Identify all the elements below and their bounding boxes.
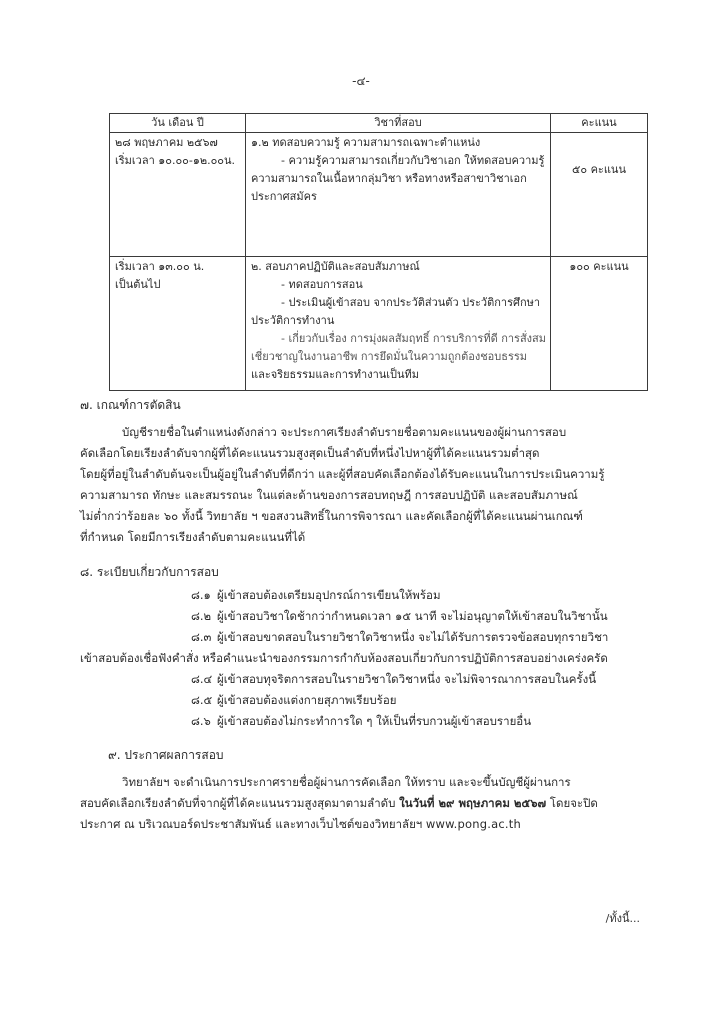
row1-date — [110, 133, 246, 257]
paragraph-line: ที่กำหนด โดยมีการเรียงลำดับตามคะแนนที่ได้ — [80, 530, 306, 544]
item-text: ผู้เข้าสอบต้องไม่กระทำการใด ๆ ให้เป็นที่รบกวนผู้เข้าสอบรายอื่น — [217, 714, 532, 728]
section-regulations — [80, 562, 640, 732]
paragraph-line: โดยผู้ที่อยู่ในลำดับต้นจะเป็นผู้อยู่ในลำดับที่ดีกว่า และผู้ที่สอบคัดเลือกต้องได้รับคะแนนในการประเมินความรู้ — [80, 467, 605, 481]
criteria-paragraph — [80, 422, 640, 548]
paragraph-line: บัญชีรายชื่อในตำแหน่งดังกล่าว จะประกาศเรียงลำดับรายชื่อตามคะแนนของผู้ผ่านการสอบ — [122, 425, 567, 439]
item-number: ๘.๓ — [191, 630, 212, 644]
row2-subject-line: - เกี่ยวกับเรื่อง การมุ่งผลสัมฤทธิ์ การบริการที่ดี การสั่งสม — [281, 332, 546, 345]
section-criteria — [80, 395, 640, 548]
row2-time-line: เริ่มเวลา ๑๓.๐๐ น. — [115, 260, 205, 273]
row2-time-line: เป็นต้นไป — [115, 278, 161, 291]
row2-subject-line: - ประเมินผู้เข้าสอบ จากประวัติส่วนตัว ประวัติการศึกษา — [281, 296, 541, 309]
item-text: ผู้เข้าสอบขาดสอบในรายวิชาใดวิชาหนึ่ง จะไม่ได้รับการตรวจข้อสอบทุกรายวิชา — [217, 630, 609, 644]
text-span: ประกาศ ณ บริเวณบอร์ดประชาสัมพันธ์ และทางเว็บไซต์ของวิทยาลัยฯ — [80, 817, 426, 831]
website-link[interactable]: www.pong.ac.th — [425, 817, 521, 831]
paragraph-line — [80, 793, 640, 814]
announcement-date: ในวันที่ ๒๙ พฤษภาคม ๒๕๖๗ — [399, 796, 547, 810]
row1-subject-line: ประกาศสมัคร — [251, 190, 317, 203]
row1-subject-line: ความสามารถในเนื้อหากลุ่มวิชา หรือทางหรือสาขาวิชาเอก — [251, 172, 527, 185]
row2-subject-title: ๒. สอบภาคปฏิบัติและสอบสัมภาษณ์ — [251, 260, 420, 273]
list-item — [80, 669, 640, 690]
list-item — [80, 711, 640, 732]
paragraph-line: วิทยาลัยฯ จะดำเนินการประกาศรายชื่อผู้ผ่านการคัดเลือก ให้ทราบ และจะขึ้นบัญชีผู้ผ่านการ — [122, 775, 571, 789]
table-row — [110, 133, 648, 257]
paragraph-line: ไม่ต่ำกว่าร้อยละ ๖๐ ทั้งนี้ วิทยาลัย ฯ ขอสงวนสิทธิ์ในการพิจารณา และคัดเลือกผู้ที่ได้คะแนนผ่านเกณฑ์ — [80, 509, 583, 523]
header-date: วัน เดือน ปี — [110, 114, 246, 133]
row1-subject-title: ๑.๒ ทดสอบความรู้ ความสามารถเฉพาะตำแหน่ง — [251, 136, 481, 149]
item-number: ๘.๖ — [191, 714, 211, 728]
section-heading: ๘. ระเบียบเกี่ยวกับการสอบ — [80, 565, 219, 579]
row2-subject-line: และจริยธรรมและการทำงานเป็นทีม — [251, 368, 420, 381]
paragraph-line: ความสามารถ ทักษะ และสมรรถนะ ในแต่ละด้านของการสอบทฤษฎี การสอบปฏิบัติ และสอบสัมภาษณ์ — [80, 488, 578, 502]
row2-subject — [246, 257, 551, 391]
section-heading: ๙. ประกาศผลการสอบ — [108, 748, 224, 762]
section-heading: ๗. เกณฑ์การตัดสิน — [80, 398, 181, 412]
item-text: ผู้เข้าสอบวิชาใดช้ากว่ากำหนดเวลา ๑๕ นาที จะไม่อนุญาตให้เข้าสอบในวิชานั้น — [217, 609, 608, 623]
row2-subject-line: - ทดสอบการสอน — [281, 278, 363, 291]
regulation-list — [80, 585, 640, 732]
header-subject: วิชาที่สอบ — [246, 114, 551, 133]
text-span: โดยจะปิด — [546, 796, 598, 810]
row1-subject-line: - ความรู้ความสามารถเกี่ยวกับวิชาเอก ให้ทดสอบความรู้ — [281, 154, 545, 167]
page-number: -๔- — [352, 74, 370, 88]
item-number: ๘.๕ — [191, 693, 213, 707]
row1-score: ๕๐ คะแนน — [572, 163, 626, 176]
row2-score-cell — [551, 257, 648, 391]
item-number: ๘.๔ — [191, 672, 213, 686]
header-score: คะแนน — [551, 114, 648, 133]
exam-schedule-table — [109, 113, 648, 391]
item-text: ผู้เข้าสอบต้องแต่งกายสุภาพเรียบร้อย — [217, 693, 397, 707]
item-text: ผู้เข้าสอบต้องเตรียมอุปกรณ์การเขียนให้พร้อม — [217, 588, 441, 602]
list-item-continuation: เข้าสอบต้องเชื่อฟังคำสั่ง หรือคำแนะนำของกรรมการกำกับห้องสอบเกี่ยวกับการปฏิบัติการสอบอย่างเคร่งครัด — [80, 651, 608, 665]
row1-date-line: ๒๘ พฤษภาคม ๒๕๖๗ — [115, 136, 218, 149]
row2-score: ๑๐๐ คะแนน — [569, 260, 629, 273]
item-number: ๘.๒ — [191, 609, 212, 623]
list-item — [80, 690, 640, 711]
continuation-note: /ทั้งนี้... — [605, 912, 640, 925]
table-header-row — [110, 114, 648, 133]
section-announcement — [80, 745, 640, 835]
row2-subject-line: เชี่ยวชาญในงานอาชีพ การยึดมั่นในความถูกต้องชอบธรรม — [251, 350, 528, 363]
item-number: ๘.๑ — [191, 588, 211, 602]
row1-time-line: เริ่มเวลา ๑๐.๐๐-๑๒.๐๐น. — [115, 154, 236, 167]
list-item — [80, 627, 640, 648]
item-text: ผู้เข้าสอบทุจริตการสอบในรายวิชาใดวิชาหนึ่ง จะไม่พิจารณาการสอบในครั้งนี้ — [217, 672, 597, 686]
row1-subject — [246, 133, 551, 257]
row1-score-cell — [551, 133, 648, 257]
row2-date — [110, 257, 246, 391]
announcement-paragraph — [80, 772, 640, 835]
row2-subject-line: ประวัติการทำงาน — [251, 314, 335, 327]
list-item — [80, 606, 640, 627]
text-span: สอบคัดเลือกเรียงลำดับที่จากผู้ที่ได้คะแนนรวมสูงสุดมาตามลำดับ — [80, 796, 400, 810]
paragraph-line — [80, 814, 640, 835]
table-row — [110, 257, 648, 391]
paragraph-line: คัดเลือกโดยเรียงลำดับจากผู้ที่ได้คะแนนรวมสูงสุดเป็นลำดับที่หนึ่งไปหาผู้ที่ได้คะแนนรวมต่ำสุด — [80, 446, 540, 460]
list-item — [80, 585, 640, 606]
